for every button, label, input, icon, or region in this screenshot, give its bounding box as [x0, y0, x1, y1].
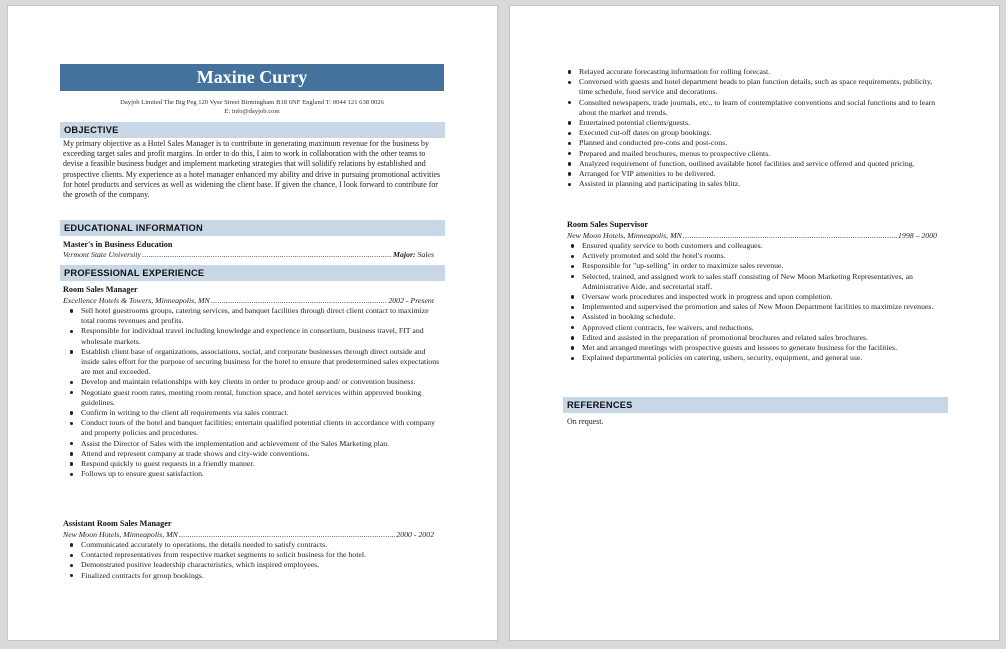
- list-item: Confirm in writing to the client all requirements via sales contract.: [66, 408, 442, 418]
- job-title: Room Sales Supervisor: [567, 220, 648, 229]
- job-bullets: [66, 540, 442, 581]
- job-company: New Moon Hotels, Minneapolis, MN: [63, 530, 178, 539]
- references-text: On request.: [567, 417, 604, 426]
- job-dates: 1998 – 2000: [898, 231, 937, 240]
- list-item: Entertained potential clients/guests.: [564, 118, 948, 128]
- list-item: Establish client base of organizations, associations, social, and corporate businesses through direct outside and inside sales effort for the purpose of securing business for the hotel to ensure that predetermined sales expectations are met and exceeded.: [66, 347, 442, 378]
- job-company: Excellence Hotels & Towers, Minneapolis, MN: [63, 296, 210, 305]
- list-item: Relayed accurate forecasting information for rolling forecast.: [564, 67, 948, 77]
- list-item: Actively promoted and sold the hotel's rooms.: [567, 251, 949, 261]
- section-heading-experience: PROFESSIONAL EXPERIENCE: [60, 265, 445, 281]
- list-item: Attend and represent company at trade shows and city-wide conventions.: [66, 449, 442, 459]
- list-item: Assist the Director of Sales with the implementation and achievement of the Sales Marketing plan.: [66, 439, 442, 449]
- list-item: Assisted in booking schedule.: [567, 312, 949, 322]
- list-item: Executed cut-off dates on group bookings.: [564, 128, 948, 138]
- objective-text: My primary objective as a Hotel Sales Manager is to contribute in generating maximum revenue for the business by exceeding target sales and profit margins. In order to do this, I aim to work in collaboration with the other teams to devise a feasible business budget and implement marketing strategies that will solidify relations by established and prospective clients. My experience as a hotel manager enhanced my ability and drive in pursuing promotional activities for hotel products and services as well as widening the client base. If given the chance, I look forward to contribute for the growth of the company.: [63, 139, 441, 200]
- list-item: Responsible for individual travel including knowledge and experience in consortium, business travel, FIT and wholesale markets.: [66, 326, 442, 346]
- list-item: Sell hotel guestrooms groups, catering services, and banquet facilities through direct client contact to maximize total rooms revenues and profits.: [66, 306, 442, 326]
- job-bullets: [66, 306, 442, 479]
- section-heading-education: EDUCATIONAL INFORMATION: [60, 220, 445, 236]
- education-degree: Master's in Business Education: [63, 240, 173, 249]
- job-company-line: [63, 296, 434, 306]
- list-item: Consulted newspapers, trade journals, etc., to learn of contemplative conventions and social functions and to learn about the market and trends.: [564, 98, 948, 118]
- list-item: Assisted in planning and participating in sales blitz.: [564, 179, 948, 189]
- list-item: Edited and assisted in the preparation of promotional brochures and related sales brochures.: [567, 333, 949, 343]
- list-item: Follows up to ensure guest satisfaction.: [66, 469, 442, 479]
- job-bullets-continued: [564, 67, 948, 189]
- job-company-line: [63, 530, 434, 540]
- list-item: Demonstrated positive leadership characteristics, which inspired employees.: [66, 560, 442, 570]
- job-dates: 2002 - Present: [388, 296, 434, 305]
- list-item: Arranged for VIP amenities to be delivered.: [564, 169, 948, 179]
- job-title: Assistant Room Sales Manager: [63, 519, 172, 528]
- job-company: New Moon Hotels, Minneapolis, MN: [567, 231, 682, 240]
- list-item: Selected, trained, and assigned work to sales staff consisting of New Moon Marketing Representatives, an Administrative Aide, and secretarial staff.: [567, 272, 949, 292]
- job-bullets: [567, 241, 949, 363]
- education-major-label: Major:: [393, 250, 416, 259]
- education-school-line: [63, 250, 434, 260]
- resume-page-1: [7, 5, 498, 641]
- list-item: Explained departmental policies on catering, ushers, security, equipment, and general use.: [567, 353, 949, 363]
- education-major: Sales: [417, 250, 434, 259]
- list-item: Approved client contracts, fee waivers, and reductions.: [567, 323, 949, 333]
- list-item: Planned and conducted pre-cons and post-cons.: [564, 138, 948, 148]
- resume-page-2: [509, 5, 1000, 641]
- list-item: Respond quickly to guest requests in a friendly manner.: [66, 459, 442, 469]
- contact-address: Dayjob Limited The Big Peg 120 Vyse Street Birmingham B18 6NF England T: 0044 121 638 0026: [120, 99, 384, 106]
- candidate-name: Maxine Curry: [60, 64, 444, 91]
- job-company-line: [567, 231, 937, 241]
- list-item: Conduct tours of the hotel and banquet facilities; entertain qualified potential clients in accordance with company and property policies and procedures.: [66, 418, 442, 438]
- section-heading-references: REFERENCES: [563, 397, 948, 413]
- section-heading-objective: OBJECTIVE: [60, 122, 445, 138]
- list-item: Analyzed requirement of function, outlined available hotel facilities and service offered and quoted pricing.: [564, 159, 948, 169]
- contact-email: E: info@dayjob.com: [224, 108, 280, 115]
- list-item: Communicated accurately to operations, the details needed to satisfy contracts.: [66, 540, 442, 550]
- list-item: Implemented and supervised the promotion and sales of New Moon Department facilities to maximize revenues.: [567, 302, 949, 312]
- list-item: Met and arranged meetings with prospective guests and lessees to generate business for the facilities.: [567, 343, 949, 353]
- education-school: Vermont State University: [63, 250, 141, 259]
- list-item: Oversaw work procedures and inspected work in progress and upon completion.: [567, 292, 949, 302]
- list-item: Negotiate guest room rates, meeting room rental, function space, and hotel services within approved booking guidelines.: [66, 388, 442, 408]
- list-item: Responsible for "up-selling" in order to maximize sales revenue.: [567, 261, 949, 271]
- job-title: Room Sales Manager: [63, 285, 138, 294]
- list-item: Prepared and mailed brochures, menus to prospective clients.: [564, 149, 948, 159]
- list-item: Conversed with guests and hotel department heads to plan function details, such as space requirements, publicity, time schedule, food service and decorations.: [564, 77, 948, 97]
- list-item: Develop and maintain relationships with key clients in order to produce group and/ or convention business.: [66, 377, 442, 387]
- list-item: Contacted representatives from respective market segments to solicit business for the hotel.: [66, 550, 442, 560]
- list-item: Ensured quality service to both customers and colleagues.: [567, 241, 949, 251]
- job-dates: 2000 - 2002: [396, 530, 434, 539]
- list-item: Finalized contracts for group bookings.: [66, 571, 442, 581]
